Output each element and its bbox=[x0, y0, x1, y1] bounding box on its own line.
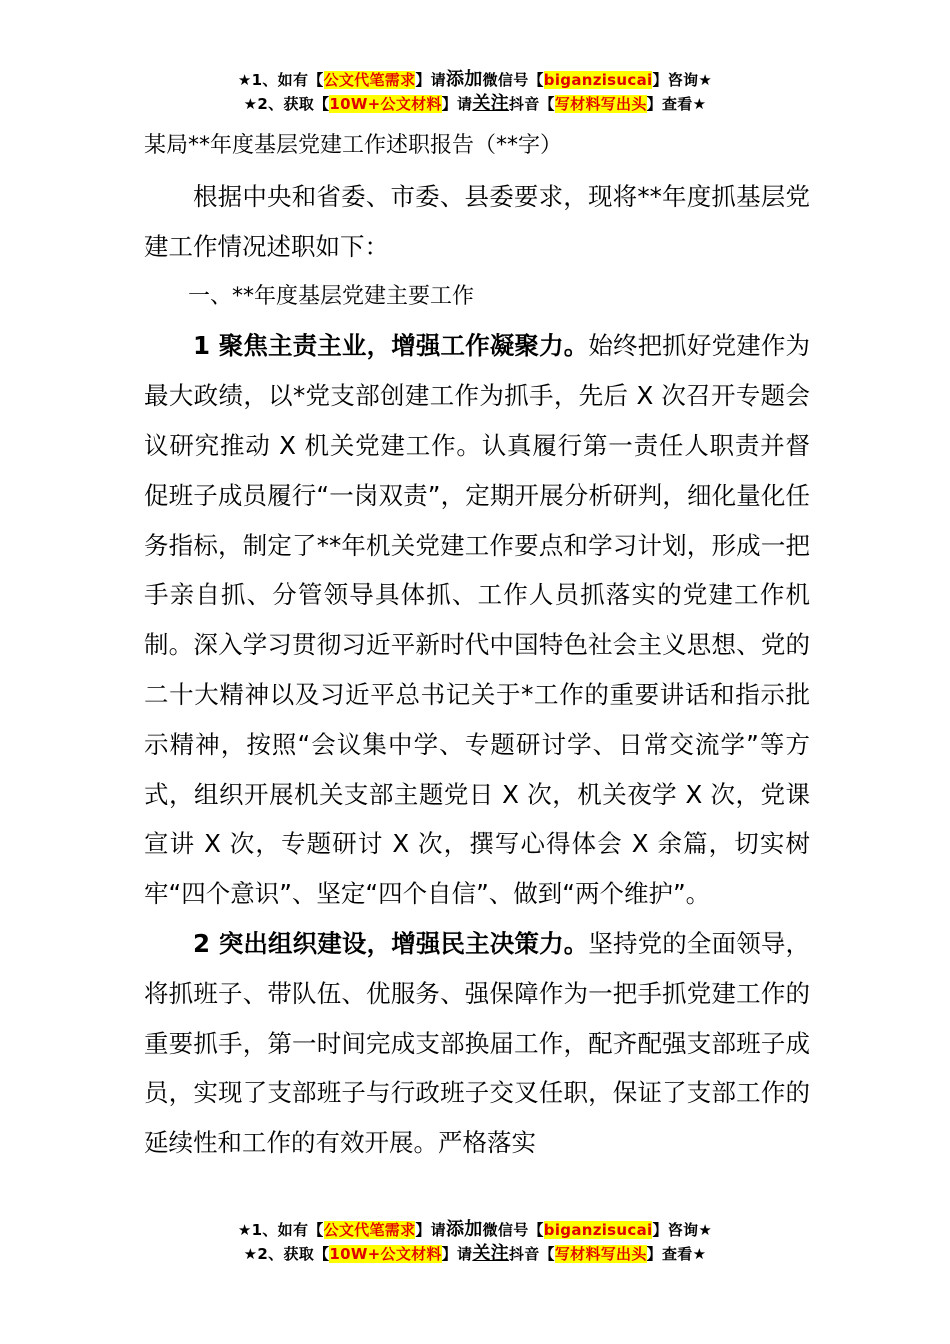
paragraph-1-lead: 1 聚焦主责主业，增强工作凝聚力。 bbox=[193, 331, 589, 361]
document-body bbox=[144, 172, 810, 1168]
paragraph-2-lead: 2 突出组织建设，增强民主决策力。 bbox=[193, 928, 589, 958]
paragraph-1 bbox=[144, 321, 810, 919]
promo-line-2-bottom: ★2、获取【10W+公文材料】请关注抖音【写材料写出头】查看★ bbox=[243, 1243, 707, 1264]
highlight-service: 公文代笔需求 bbox=[323, 1221, 416, 1239]
intro-paragraph: 根据中央和省委、市委、县委要求，现将**年度抓基层党建工作情况述职如下： bbox=[144, 182, 810, 261]
promo-line-1: ★1、如有【公文代笔需求】请添加微信号【biganzisucai】咨询★ bbox=[237, 69, 713, 90]
highlight-douyin-account: 写材料写出头 bbox=[554, 95, 647, 113]
promo-banner-bottom bbox=[0, 1218, 950, 1266]
section-heading: 一、**年度基层党建主要工作 bbox=[188, 283, 475, 309]
paragraph-2 bbox=[144, 919, 810, 1168]
promo-line-2: ★2、获取【10W+公文材料】请关注抖音【写材料写出头】查看★ bbox=[243, 93, 707, 114]
highlight-materials: 10W+公文材料 bbox=[329, 1245, 442, 1263]
highlight-wechat-id: biganzisucai bbox=[543, 71, 653, 89]
highlight-materials: 10W+公文材料 bbox=[329, 95, 442, 113]
paragraph-2-text: 坚持党的全面领导，将抓班子、带队伍、优服务、强保障作为一把手抓党建工作的重要抓手，第一时间完成支部换届工作，配齐配强支部班子成员，实现了支部班子与行政班子交叉任职，保证了支部工作的延续性和工作的有效开展。严格落实 bbox=[144, 928, 810, 1158]
highlight-service: 公文代笔需求 bbox=[323, 71, 416, 89]
promo-banner-top bbox=[0, 68, 950, 116]
highlight-wechat-id: biganzisucai bbox=[543, 1221, 653, 1239]
highlight-douyin-account: 写材料写出头 bbox=[554, 1245, 647, 1263]
paragraph-1-text: 始终把抓好党建作为最大政绩，以*党支部创建工作为抓手，先后 X 次召开专题会议研究推动 X 机关党建工作。认真履行第一责任人职责并督促班子成员履行“一岗双责”，定期开展分析研判，细化量化任务指标，制定了**年机关党建工作要点和学习计划，形成一把手亲自抓、分管领导具体抓、工作人员抓落实的党建工作机制。深入学习贯彻习近平新时代中国特色社会主义思想、党的二十大精神以及习近平总书记关于*工作的重要讲话和指示批示精神，按照“会议集中学、专题研讨学、日常交流学”等方式，组织开展机关支部主题党日 X 次，机关夜学 X 次，党课宣讲 X 次，专题研讨 X 次，撰写心得体会 X 余篇，切实树牢“四个意识”、坚定“四个自信”、做到“两个维护”。 bbox=[144, 331, 810, 909]
document-title: 某局**年度基层党建工作述职报告（**字） bbox=[144, 133, 563, 158]
promo-line-1-bottom: ★1、如有【公文代笔需求】请添加微信号【biganzisucai】咨询★ bbox=[237, 1219, 713, 1240]
